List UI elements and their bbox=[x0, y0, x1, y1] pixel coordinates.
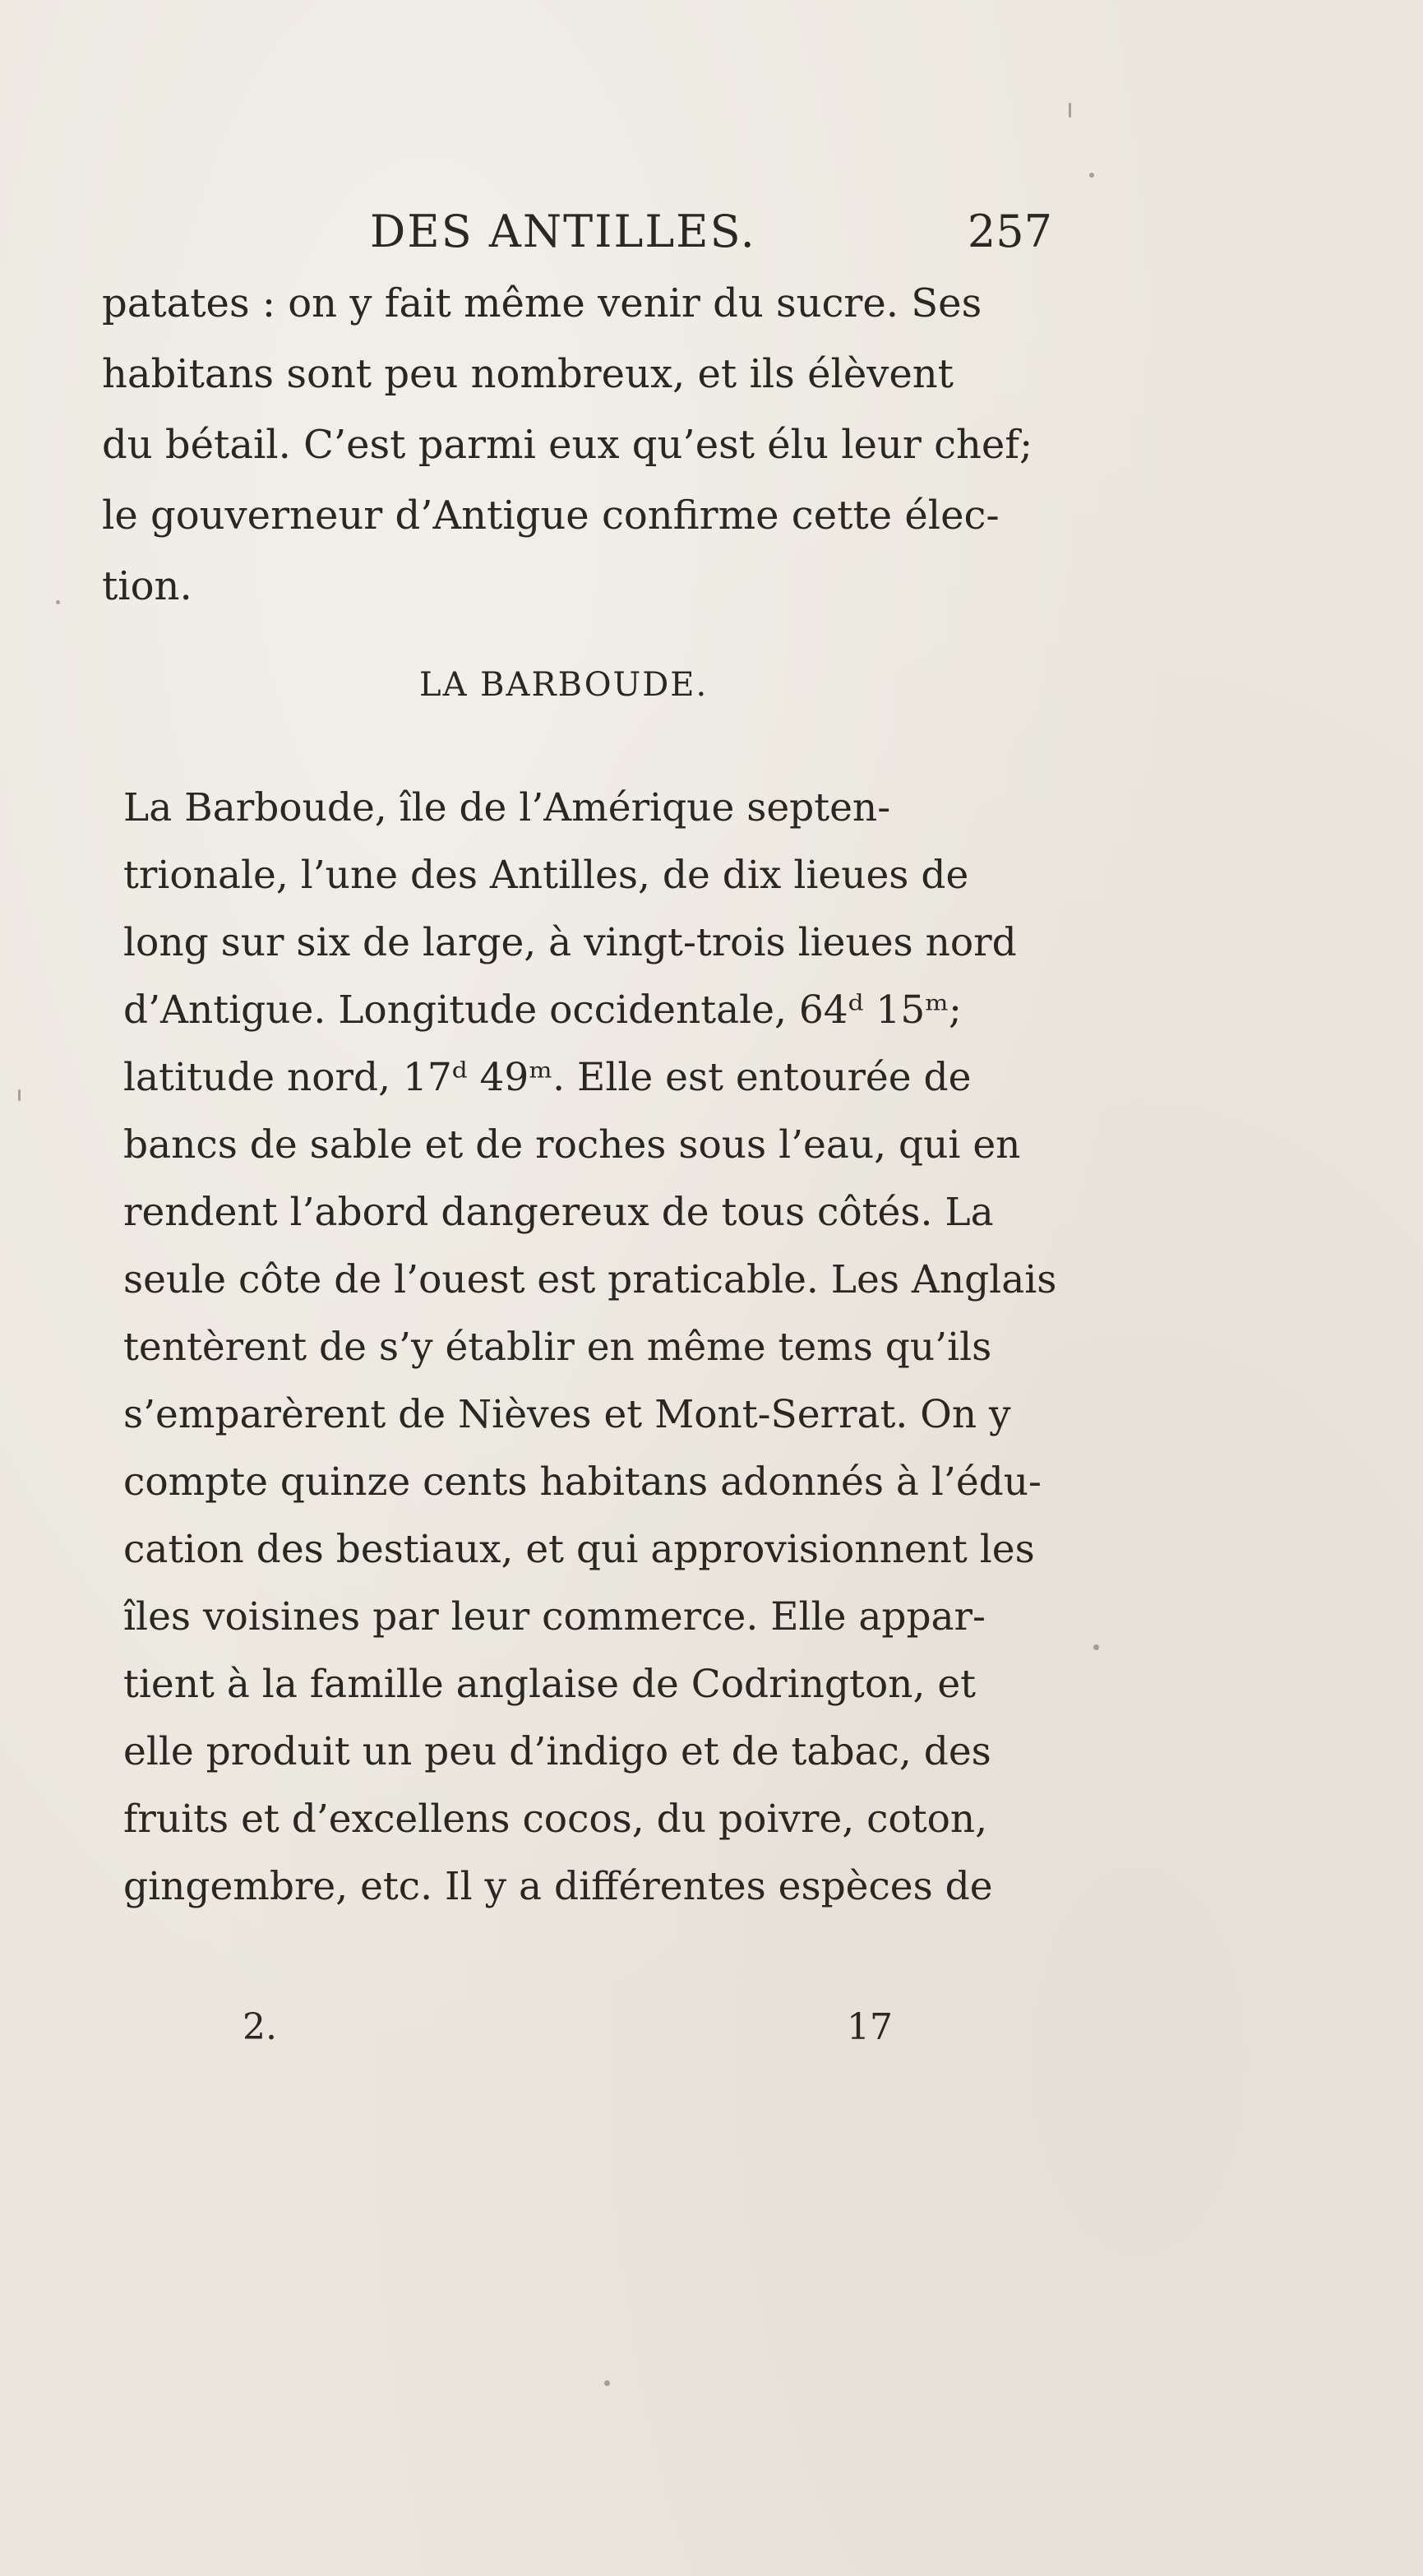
text-line: gingembre, etc. Il y a différentes espèces de bbox=[123, 1864, 993, 1909]
text-line: tient à la famille anglaise de Codrington, et bbox=[123, 1662, 977, 1707]
text-line: patates : on y fait même venir du sucre. Ses bbox=[102, 280, 982, 326]
section-heading: LA BARBOUDE. bbox=[419, 666, 709, 704]
text-line: d’Antigue. Longitude occidentale, 64ᵈ 15ᵐ; bbox=[123, 987, 962, 1033]
text-line: fruits et d’excellens cocos, du poivre, coton, bbox=[123, 1797, 988, 1842]
running-title: DES ANTILLES. bbox=[370, 206, 756, 257]
text-line: îles voisines par leur commerce. Elle appar- bbox=[123, 1594, 986, 1639]
paper-speck bbox=[1093, 1644, 1099, 1650]
text-line: bancs de sable et de roches sous l’eau, qui en bbox=[123, 1122, 1021, 1168]
paper-speck bbox=[56, 600, 60, 604]
text-line: La Barboude, île de l’Amérique septen- bbox=[123, 785, 891, 830]
text-line: rendent l’abord dangereux de tous côtés. La bbox=[123, 1190, 994, 1235]
text-line: cation des bestiaux, et qui approvisionnent les bbox=[123, 1527, 1035, 1572]
text-line: habitans sont peu nombreux, et ils élèvent bbox=[102, 351, 954, 397]
paper-speck bbox=[1089, 173, 1094, 178]
page-number: 257 bbox=[967, 206, 1052, 257]
text-line: long sur six de large, à vingt-trois lieues nord bbox=[123, 920, 1017, 965]
text-line: tion. bbox=[102, 563, 192, 609]
signature-mark: 2. bbox=[243, 2006, 277, 2048]
text-line: le gouverneur d’Antigue confirme cette élec- bbox=[102, 493, 1000, 539]
text-line: compte quinze cents habitans adonnés à l’édu- bbox=[123, 1459, 1042, 1505]
paper-speck bbox=[604, 2380, 610, 2386]
text-line: seule côte de l’ouest est praticable. Les Anglais bbox=[123, 1257, 1057, 1302]
paper-speck bbox=[18, 1089, 21, 1101]
paragraph-continuation bbox=[102, 268, 1056, 622]
text-line: s’emparèrent de Nièves et Mont-Serrat. On y bbox=[123, 1392, 1011, 1437]
page-header bbox=[370, 206, 1052, 271]
text-line: elle produit un peu d’indigo et de tabac, des bbox=[123, 1729, 991, 1774]
text-line: tentèrent de s’y établir en même tems qu’ils bbox=[123, 1325, 992, 1370]
text-line: trionale, l’une des Antilles, de dix lieues de bbox=[123, 853, 969, 898]
paragraph-barboude bbox=[123, 775, 1093, 1921]
catchword: 17 bbox=[847, 2006, 893, 2048]
paper-speck bbox=[1069, 103, 1071, 118]
text-line: du bétail. C’est parmi eux qu’est élu leur chef; bbox=[102, 422, 1033, 468]
text-line: latitude nord, 17ᵈ 49ᵐ. Elle est entourée de bbox=[123, 1055, 972, 1100]
